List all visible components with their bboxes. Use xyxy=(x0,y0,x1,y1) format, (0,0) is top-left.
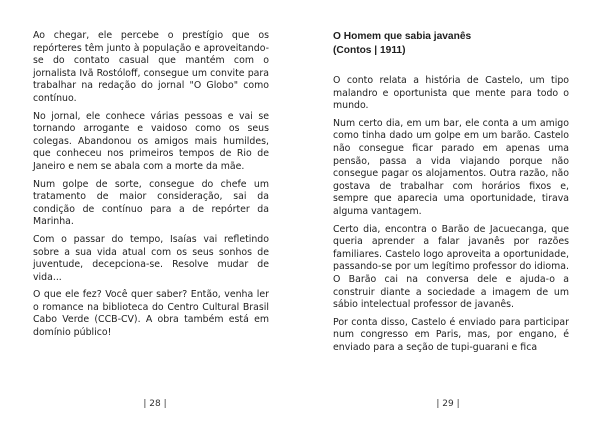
section-subtitle-line: (Contos | 1911) xyxy=(333,44,406,56)
paragraph: O conto relata a história de Castelo, um tipo malandro e oportunista que mente para todo o mundo. xyxy=(333,75,569,112)
paragraph: Num certo dia, em um bar, ele conta a um amigo como tinha dado um golpe em um barão. Castelo não consegue ficar parado em apenas uma pensão, passa a vida viajando porque não consegue pagar os alojamentos. Outra razão, não gostava de trabalhar com horários fixos e, sempre que aparecia uma oportunidade, tirava alguma vantagem. xyxy=(333,117,569,217)
section-title-line: O Homem que sabia javanês xyxy=(333,31,472,42)
paragraph: Por conta disso, Castelo é enviado para participar num congresso em Paris, mas, por engano, é enviado para a seção de tupi-guarani e fica xyxy=(333,316,569,353)
page-number: | 28 | xyxy=(143,399,167,409)
paragraph: O que ele fez? Você quer saber? Então, venha ler o romance na biblioteca do Centro Cultural Brasil Cabo Verde (CCB-CV). A obra também está em domínio público! xyxy=(33,289,269,339)
left-page-text xyxy=(33,30,269,345)
page-number: | 29 | xyxy=(436,399,460,409)
paragraph: Certo dia, encontra o Barão de Jacuecanga, que queria aprender a falar javanês por razões familiares. Castelo logo aproveita a oportunidade, passando-se por um legítimo professor do idioma. O Barão cai na conversa dele e ajuda-o a construir diante a sociedade a imagem de um sábio intelectual professor de javanês. xyxy=(333,223,569,311)
section-title xyxy=(333,30,569,57)
right-page-text xyxy=(333,30,569,359)
paragraph: Num golpe de sorte, consegue do chefe um tratamento de maior consideração, sai da condição de contínuo para a de repórter da Marinha. xyxy=(33,178,269,228)
right-page xyxy=(300,0,600,422)
paragraph: Ao chegar, ele percebe o prestígio que os repórteres têm junto à população e aproveitando-se do contato casual que mantém com o jornalista Ivã Rostóloff, consegue um convite para trabalhar na redação do jornal "O Globo" como contínuo. xyxy=(33,30,269,104)
paragraph: Com o passar do tempo, Isaías vai refletindo sobre a sua vida atual com os seus sonhos de juventude, decepciona-se. Resolve mudar de vida... xyxy=(33,233,269,283)
paragraph: No jornal, ele conhece várias pessoas e vai se tornando arrogante e vaidoso como os seus colegas. Abandonou os amigos mais humildes, que conheceu nos primeiros tempos de Rio de Janeiro e nem se abala com a morte da mãe. xyxy=(33,110,269,172)
